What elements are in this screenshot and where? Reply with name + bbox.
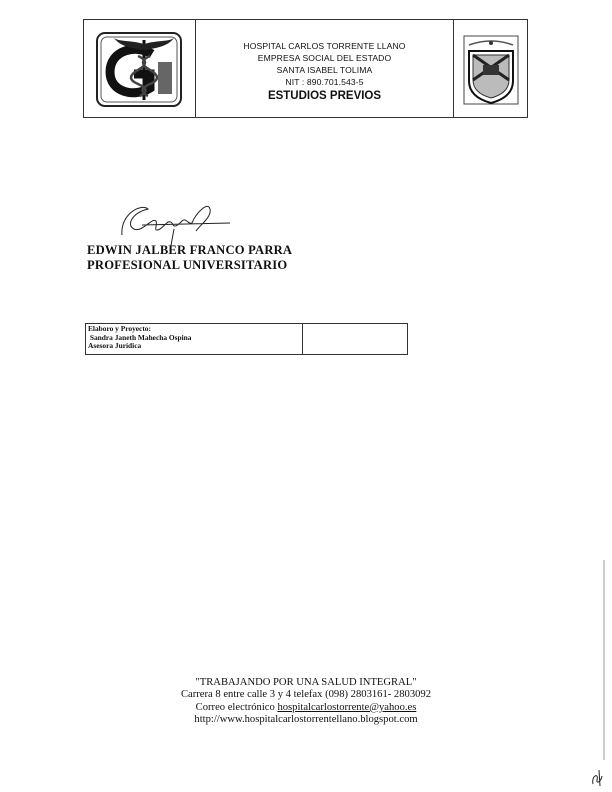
- header-title-cell: [196, 20, 453, 117]
- hospital-name: HOSPITAL CARLOS TORRENTE LLANO: [243, 41, 406, 51]
- signer-role: PROFESIONAL UNIVERSITARIO: [87, 258, 288, 272]
- hospital-caduceus-logo-icon: [96, 32, 182, 107]
- footer-email-line: [0, 702, 612, 714]
- footer-slogan: "TRABAJANDO POR UNA SALUD INTEGRAL": [195, 677, 417, 688]
- company-type: EMPRESA SOCIAL DEL ESTADO: [257, 53, 392, 63]
- elaboration-cell: [86, 324, 303, 354]
- elaboration-label: Elaboro y Proyecto:: [88, 324, 151, 333]
- header-left-logo-cell: [84, 20, 196, 117]
- footer-email-link[interactable]: hospitalcarlostorrente@yahoo.es: [277, 701, 417, 713]
- nit-number: NIT : 890.701.543-5: [285, 77, 364, 87]
- coat-of-arms-shield-icon: [463, 35, 519, 105]
- document-header: [83, 19, 528, 118]
- signer-name: EDWIN JALBER FRANCO PARRA: [87, 243, 293, 257]
- document-title: ESTUDIOS PREVIOS: [267, 90, 382, 102]
- elaboration-person: Sandra Janeth Mahecha Ospina: [88, 332, 192, 342]
- scan-edge-line: [603, 560, 605, 760]
- elaboration-role: Asesora Jurídica: [88, 341, 142, 351]
- header-right-logo-cell: [453, 20, 527, 117]
- signer-block: [87, 243, 292, 273]
- footer-email-label: Correo electrónico: [195, 701, 278, 713]
- footer-address: Carrera 8 entre calle 3 y 4 telefax (098) 2803161- 2803092: [180, 689, 432, 701]
- footer-url[interactable]: http://www.hospitalcarlostorrentellano.blogspot.com: [194, 714, 418, 726]
- elaboration-table: [85, 323, 408, 355]
- elaboration-signature-cell: [303, 324, 407, 354]
- location: SANTA ISABEL TOLIMA: [276, 65, 373, 75]
- initials-mark-icon: [589, 766, 605, 788]
- document-footer: [0, 677, 612, 727]
